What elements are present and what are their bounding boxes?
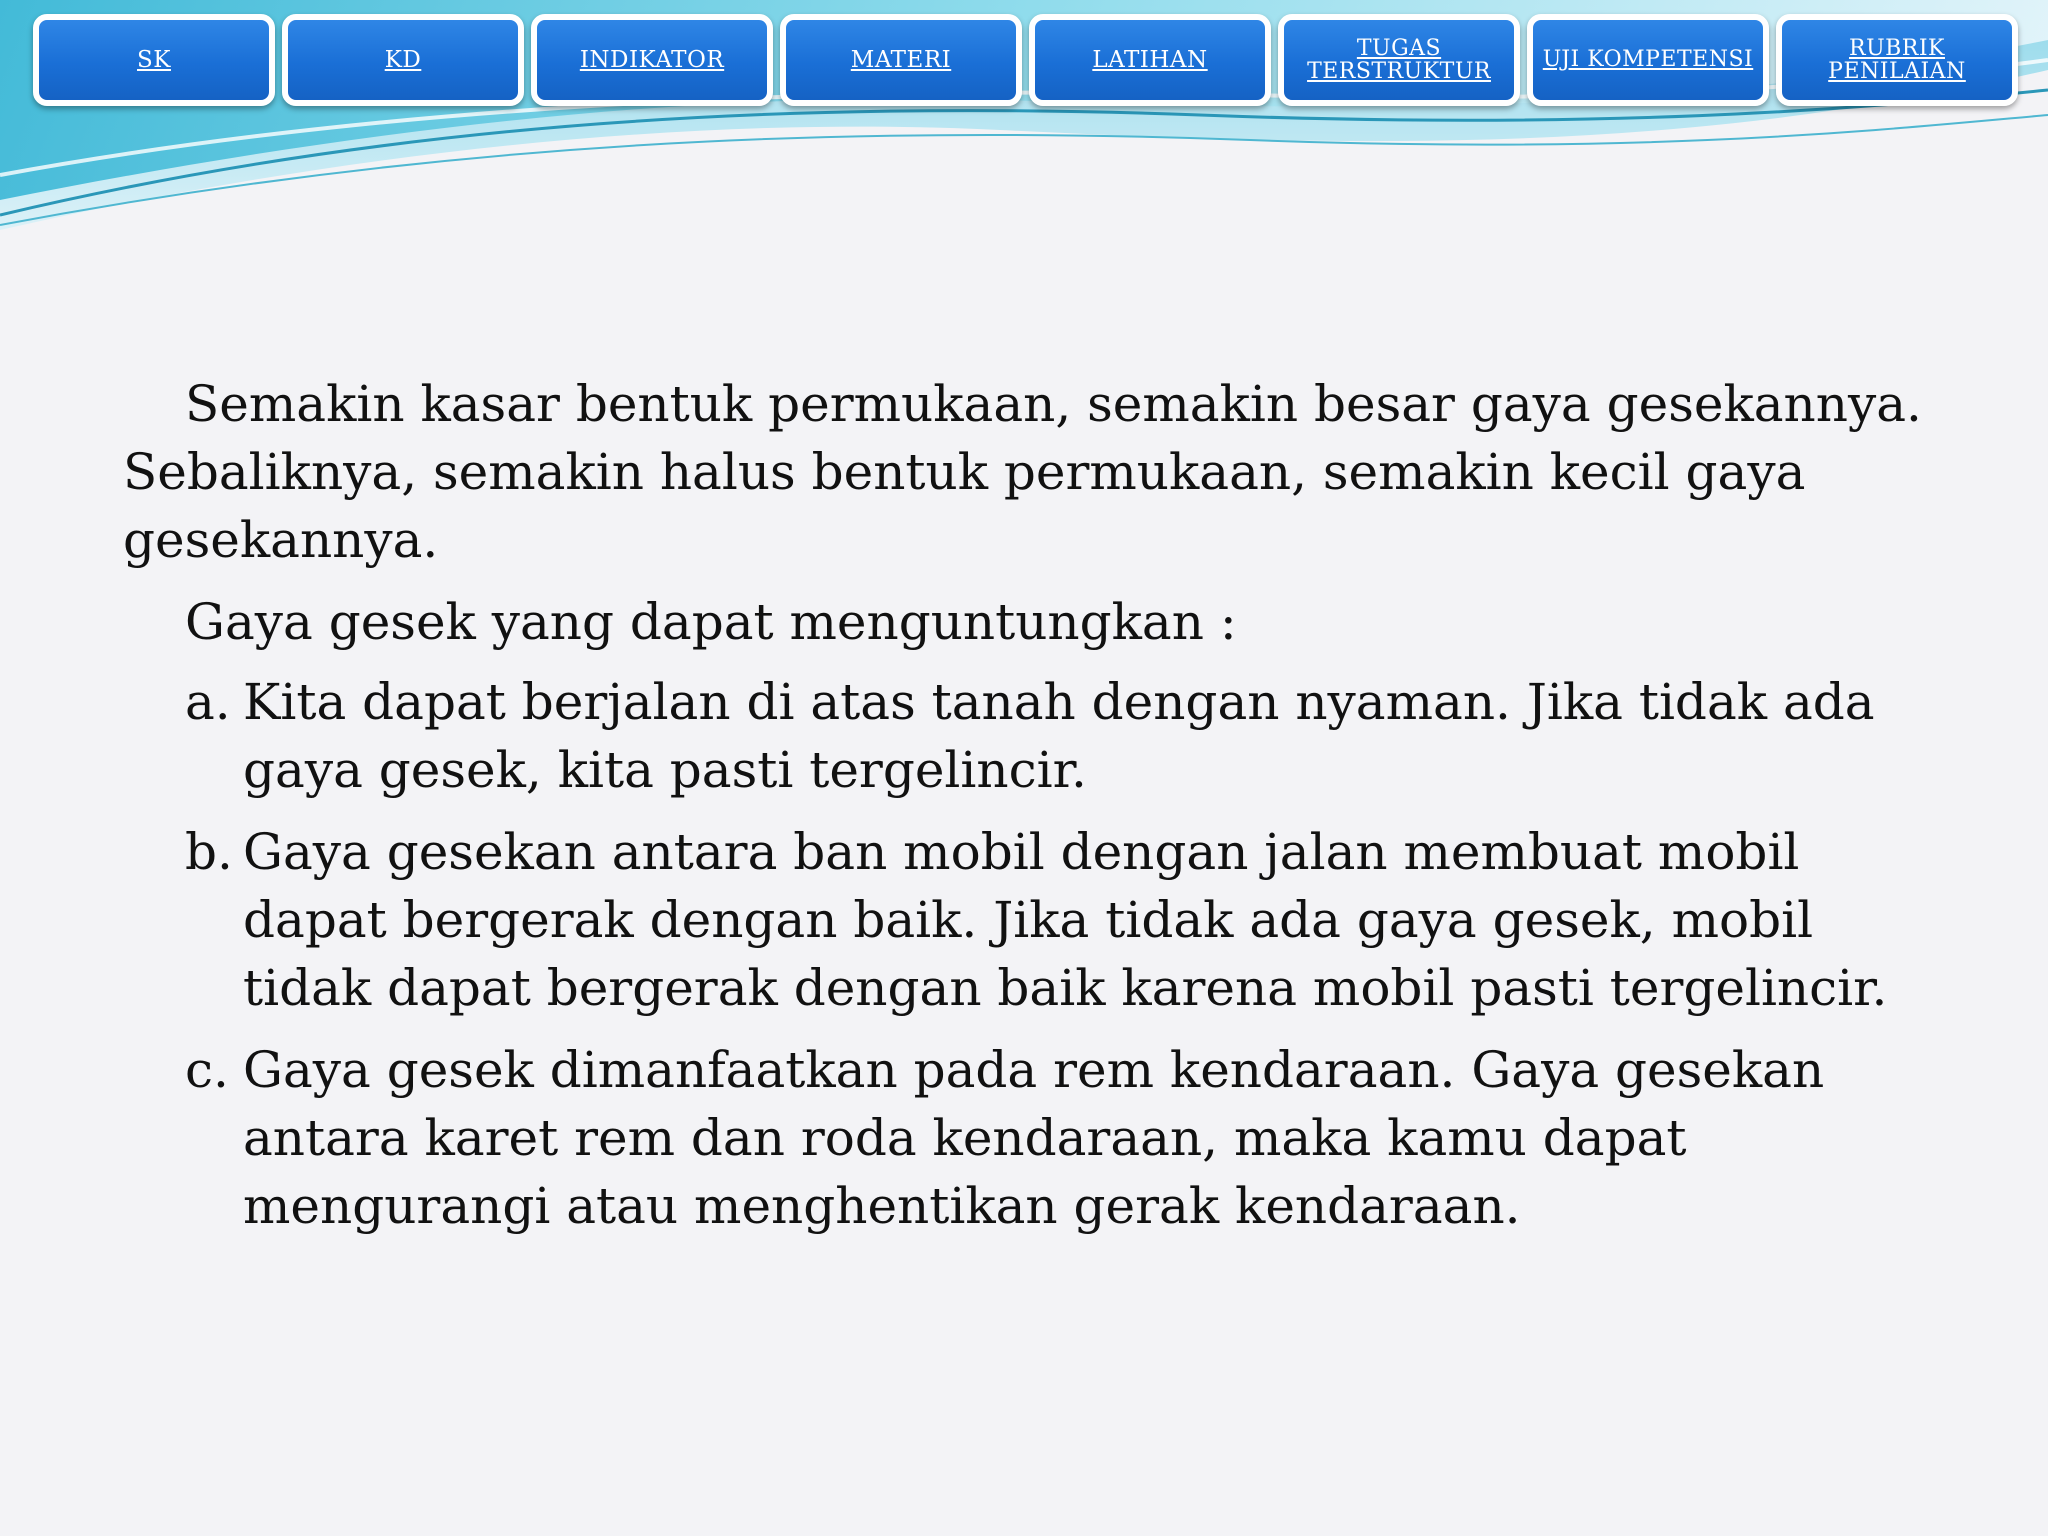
nav-button-label: MATERI [850,46,952,73]
list-item-text: Kita dapat berjalan di atas tanah dengan nyaman. Jika tidak ada gaya gesek, kita pasti tergelincir. [243,673,1875,799]
nav-button-indikator[interactable] [531,14,773,106]
list-item [123,1036,1933,1240]
list-marker: b. [185,823,233,881]
nav-button-label: TUGAS TERSTRUKTUR [1307,35,1491,84]
list-item-text: Gaya gesek dimanfaatkan pada rem kendaraan. Gaya gesekan antara karet rem dan roda kendaraan, maka kamu dapat mengurangi atau menghentikan gerak kendaraan. [243,1041,1825,1235]
list-item-text: Gaya gesekan antara ban mobil dengan jalan membuat mobil dapat bergerak dengan baik. Jika tidak ada gaya gesek, mobil tidak dapat bergerak dengan baik karena mobil pasti tergelincir. [243,823,1888,1017]
benefits-list [123,668,1933,1240]
nav-button-rubrik-penilaian[interactable] [1776,14,2018,106]
top-navigation [0,0,2048,120]
intro-paragraph: Semakin kasar bentuk permukaan, semakin besar gaya gesekannya. Sebaliknya, semakin halus bentuk permukaan, semakin kecil gaya gesekannya. [123,375,1922,569]
nav-button-kd[interactable] [282,14,524,106]
nav-button-label: SK [137,46,171,73]
nav-button-label: UJI KOMPETENSI [1542,47,1754,73]
nav-button-uji-kompetensi[interactable] [1527,14,1769,106]
list-item [123,818,1933,1022]
list-item [123,668,1933,804]
nav-button-latihan[interactable] [1029,14,1271,106]
nav-button-materi[interactable] [780,14,1022,106]
benefits-heading: Gaya gesek yang dapat menguntungkan : [185,593,1237,651]
slide-body [123,370,1933,1254]
nav-button-label: RUBRIK PENILAIAN [1828,35,1966,84]
nav-button-sk[interactable] [33,14,275,106]
nav-button-label: KD [384,46,422,73]
list-marker: c. [185,1041,229,1099]
nav-button-tugas-terstruktur[interactable] [1278,14,1520,106]
nav-button-label: INDIKATOR [579,46,725,73]
list-marker: a. [185,673,231,731]
nav-button-label: LATIHAN [1092,46,1208,73]
